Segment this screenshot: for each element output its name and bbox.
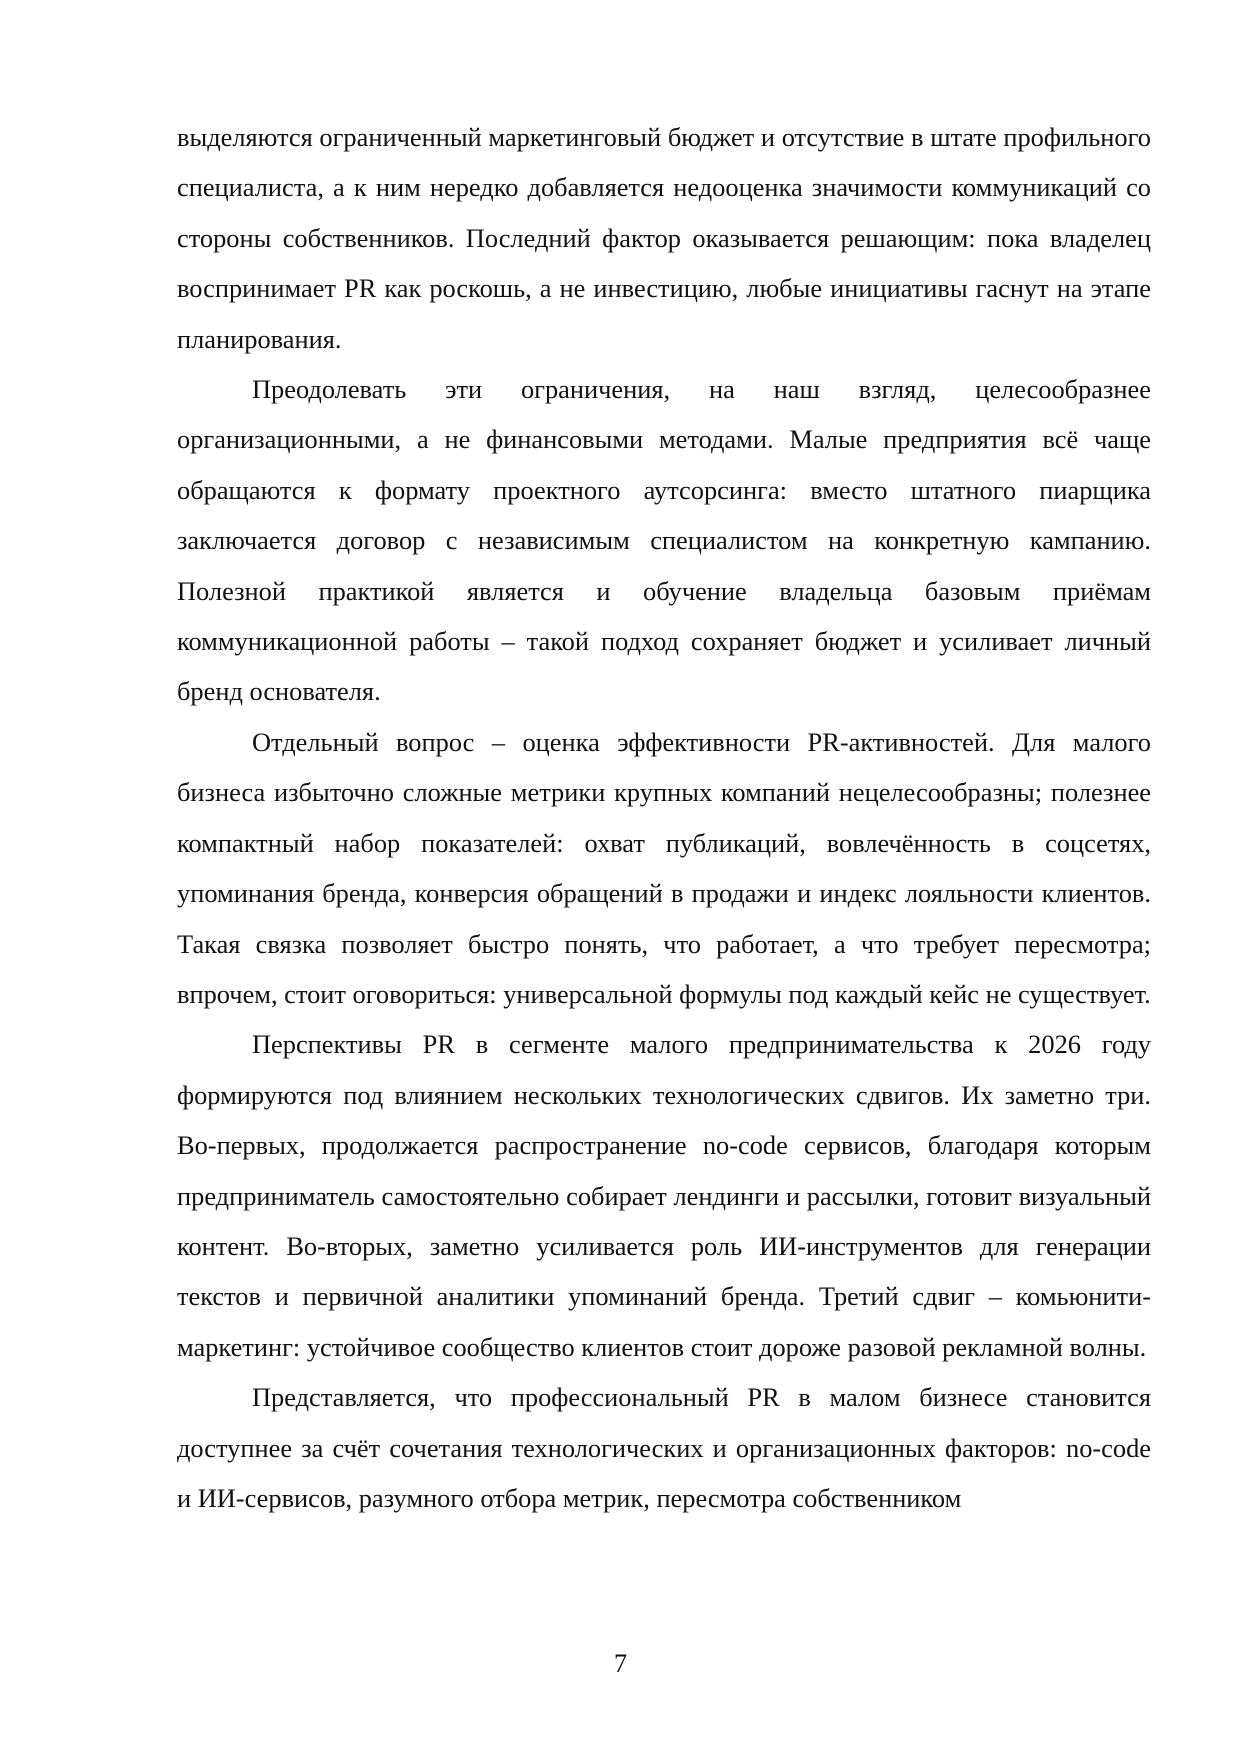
paragraph-4: Перспективы PR в сегменте малого предпринимательства к 2026 году формируются под влиянием нескольких технологических сдвигов. Их заметно три. Во-первых, продолжается распространение no-code сервисов, благодаря которым предприниматель самостоятельно собирает лендинги и рассылки, готовит визуальный контент. Во-вторых, заметно усиливается роль ИИ-инструментов для генерации текстов и первичной аналитики упоминаний бренда. Третий сдвиг – комьюнити-маркетинг: устойчивое сообщество клиентов стоит дороже разовой рекламной волны. [177,1029,1151,1362]
paragraph-5: Представляется, что профессиональный PR в малом бизнесе становится доступнее за счёт сочетания технологических и организационных факторов: no-code и ИИ-сервисов, разумного отбора метрик, пересмотра собственником [177,1382,1151,1513]
body-text [177,112,1151,1523]
paragraph-1: выделяются ограниченный маркетинговый бюджет и отсутствие в штате профильного специалиста, а к ним нередко добавляется недооценка значимости коммуникаций со стороны собственников. Последний фактор оказывается решающим: пока владелец воспринимает PR как роскошь, а не инвестицию, любые инициативы гаснут на этапе планирования. [177,122,1151,354]
page-number: 7 [613,1648,628,1678]
paragraph-2: Преодолевать эти ограничения, на наш взгляд, целесообразнее организационными, а не финансовыми методами. Малые предприятия всё чаще обращаются к формату проектного аутсорсинга: вместо штатного пиарщика заключается договор с независимым специалистом на конкретную кампанию. Полезной практикой является и обучение владельца базовым приёмам коммуникационной работы – такой подход сохраняет бюджет и усиливает личный бренд основателя. [177,374,1151,707]
paragraph-3: Отдельный вопрос – оценка эффективности PR-активностей. Для малого бизнеса избыточно сложные метрики крупных компаний нецелесообразны; полезнее компактный набор показателей: охват публикаций, вовлечённость в соцсетях, упоминания бренда, конверсия обращений в продажи и индекс лояльности клиентов. Такая связка позволяет быстро понять, что работает, а что требует пересмотра; впрочем, стоит оговориться: универсальной формулы под каждый кейс не существует. [177,726,1151,1009]
